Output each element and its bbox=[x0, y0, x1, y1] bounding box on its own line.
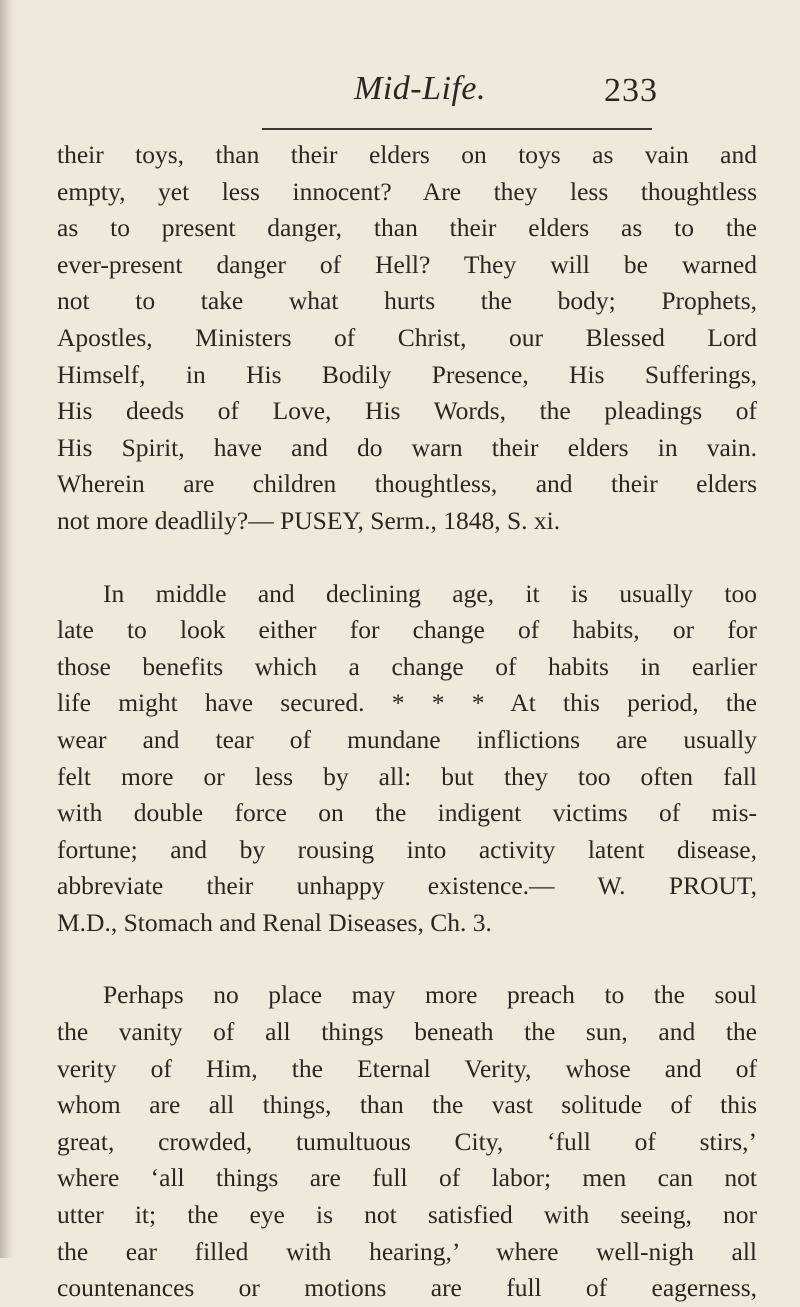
paragraph-prout-quote bbox=[57, 576, 757, 942]
text-line: empty, yet less innocent? Are they less thoughtless bbox=[57, 176, 757, 206]
text-line: Wherein are children thoughtless, and their elders bbox=[57, 469, 757, 499]
text-line: those benefits which a change of habits in earlier bbox=[57, 651, 757, 681]
text-line: great, crowded, tumultuous City, ‘full of stirs,’ bbox=[57, 1126, 757, 1156]
text-line: ever-present danger of Hell? They will be warned bbox=[57, 249, 757, 279]
text-line: the ear filled with hearing,’ where well-nigh all bbox=[57, 1236, 757, 1266]
paragraph-pusey-quote bbox=[57, 137, 757, 540]
text-line: His deeds of Love, His Words, the pleadings of bbox=[57, 396, 757, 426]
text-line: His Spirit, have and do warn their elders in vain. bbox=[57, 432, 757, 462]
text-line: not more deadlily?— PUSEY, Serm., 1848, S. xi. bbox=[57, 505, 561, 535]
text-line: life might have secured. * * * At this period, the bbox=[57, 688, 757, 718]
book-spine-shadow bbox=[0, 0, 14, 1258]
page-number: 233 bbox=[604, 72, 658, 109]
text-line: late to look either for change of habits, or for bbox=[57, 615, 757, 645]
text-line: verity of Him, the Eternal Verity, whose and of bbox=[57, 1053, 757, 1083]
text-line: wear and tear of mundane inflictions are usually bbox=[57, 724, 757, 754]
text-line: with double force on the indigent victims of mis- bbox=[57, 798, 757, 828]
page-header bbox=[90, 62, 750, 112]
text-line: the vanity of all things beneath the sun, and the bbox=[57, 1017, 757, 1047]
text-line: Perhaps no place may more preach to the soul bbox=[103, 980, 757, 1010]
text-line: felt more or less by all: but they too often fall bbox=[57, 761, 757, 791]
text-line: countenances or motions are full of eagerness, bbox=[57, 1273, 757, 1303]
paragraph-city-reflection bbox=[57, 977, 757, 1306]
text-line: Apostles, Ministers of Christ, our Blessed Lord bbox=[57, 322, 757, 352]
text-line: as to present danger, than their elders as to the bbox=[57, 213, 757, 243]
text-line: Himself, in His Bodily Presence, His Sufferings, bbox=[57, 359, 757, 389]
text-line: In middle and declining age, it is usually too bbox=[103, 578, 757, 608]
text-line: where ‘all things are full of labor; men can not bbox=[57, 1163, 757, 1193]
text-line: fortune; and by rousing into activity latent disease, bbox=[57, 834, 757, 864]
text-line: whom are all things, than the vast solitude of this bbox=[57, 1090, 757, 1120]
text-line: abbreviate their unhappy existence.— W. PROUT, bbox=[57, 871, 757, 901]
body-text bbox=[57, 137, 757, 1307]
text-line: their toys, than their elders on toys as vain and bbox=[57, 140, 757, 169]
text-line: utter it; the eye is not satisfied with seeing, nor bbox=[57, 1200, 757, 1230]
running-title: Mid-Life. bbox=[354, 70, 486, 107]
text-line: M.D., Stomach and Renal Diseases, Ch. 3. bbox=[57, 907, 492, 937]
header-rule bbox=[262, 128, 652, 130]
text-line: not to take what hurts the body; Prophets, bbox=[57, 286, 757, 316]
